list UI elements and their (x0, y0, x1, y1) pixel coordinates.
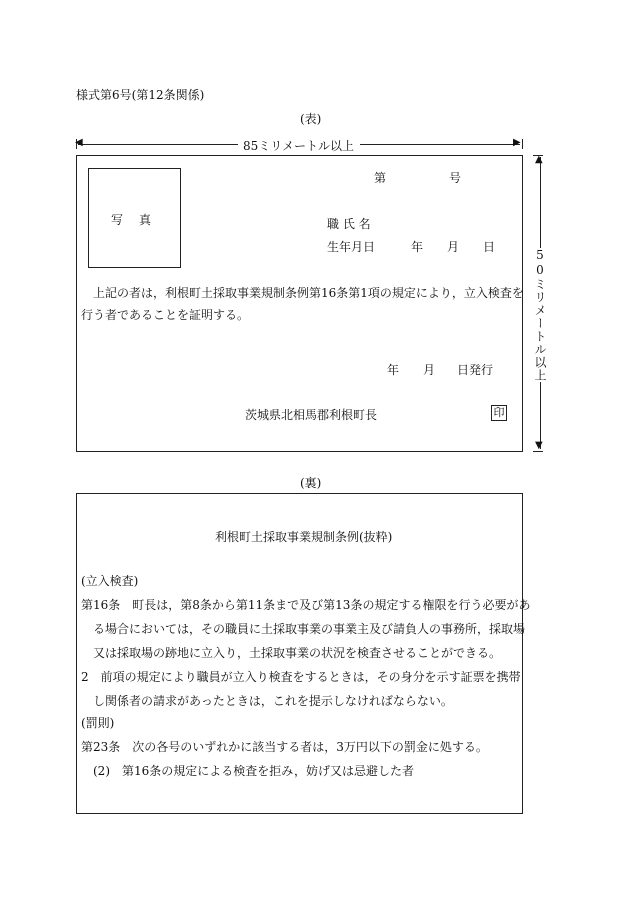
width-dim-line-right (360, 144, 520, 145)
issue-year: 年 (387, 363, 400, 377)
issuer-name: 茨城県北相馬郡利根町長 (245, 408, 378, 422)
article16-line-1: 第16条 町長は，第8条から第11条まで及び第13条の規定する権限を行う必要があ (81, 598, 531, 612)
article16-line-3: 又は採取場の跡地に立入り，土採取事業の状況を検査させることができる。 (93, 646, 502, 660)
id-card-front (76, 155, 523, 452)
penalty-heading: (罰則) (81, 716, 115, 730)
photo-label: 写 真 (111, 213, 154, 227)
job-name-label: 職 氏 名 (327, 217, 371, 231)
issue-month: 月 (423, 363, 436, 377)
width-dim-tick-right (522, 139, 523, 149)
id-card-back (76, 493, 531, 814)
height-dim-arrow-bottom: ▼ (535, 440, 543, 451)
number-suffix: 号 (449, 171, 462, 185)
width-dim-label: 85ミリメートル以上 (243, 139, 355, 153)
height-dim-tick-bottom (533, 451, 543, 452)
article23-line-1: 第23条 次の各号のいずれかに該当する者は，3万円以下の罰金に処する。 (81, 740, 488, 754)
front-label: (表) (300, 112, 322, 126)
back-title: 利根町土採取事業規制条例(抜粋) (215, 530, 393, 544)
official-seal: 印 (491, 405, 507, 421)
height-dim-label: 50ミリメートル以上 (533, 248, 547, 382)
certification-line-1: 上記の者は，利根町土採取事業規制条例第16条第1項の規定により，立入検査を (93, 286, 524, 300)
birth-year: 年 (411, 240, 424, 254)
height-dim-arrow-top: ▲ (535, 154, 543, 165)
paragraph2-line-1: 2 前項の規定により職員が立入り検査をするときは，その身分を示す証票を携帯 (81, 670, 521, 684)
birth-month: 月 (447, 240, 460, 254)
number-prefix: 第 (374, 171, 387, 185)
birth-date-label: 生年月日 (327, 240, 376, 254)
width-dim-line-left (78, 144, 238, 145)
photo-box (88, 168, 181, 268)
certification-line-2: 行う者であることを証明する。 (81, 308, 250, 322)
article16-line-2: る場合においては，その職員に土採取事業の事業主及び請負人の事務所，採取場 (93, 622, 526, 636)
back-label: (裏) (300, 476, 322, 490)
article23-item-2: (2) 第16条の規定による検査を拒み，妨げ又は忌避した者 (93, 764, 414, 778)
width-dim-arrow-right: ▶ (513, 137, 521, 148)
issue-day: 日発行 (457, 363, 494, 377)
width-dim-arrow-left: ◀ (75, 137, 83, 148)
birth-day: 日 (483, 240, 496, 254)
form-title: 様式第6号(第12条関係) (76, 88, 205, 102)
paragraph2-line-2: し関係者の請求があったときは，これを提示しなければならない。 (93, 694, 453, 708)
inspection-heading: (立入検査) (81, 574, 139, 588)
